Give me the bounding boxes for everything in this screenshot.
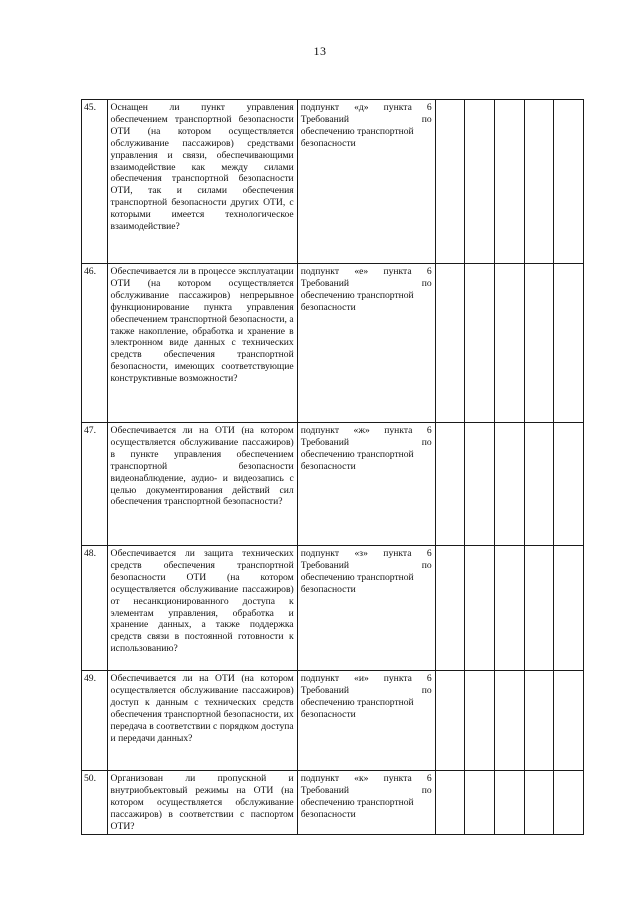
reference-document: обеспечению транспортной безопасности (300, 696, 414, 720)
answer-cell[interactable] (554, 423, 584, 546)
table-row (82, 100, 584, 264)
question-text: Обеспечивается ли защита технических средств обеспечения транспортной безопасности ОТИ (на котором осуществляется обслуживание пассажиров) от несанкционированного доступа к элементам управления, обработка и хранение данных, а также поддержка средств связи в постоянной готовности к использованию? (110, 548, 294, 655)
reference-document: обеспечению транспортной безопасности (300, 448, 414, 472)
reference-requirements: Требований по (300, 684, 432, 696)
answer-cell[interactable] (435, 264, 465, 423)
table-row (82, 671, 584, 771)
answer-cell[interactable] (435, 546, 465, 671)
answer-cell[interactable] (465, 100, 495, 264)
answer-cell[interactable] (435, 771, 465, 835)
reference-subpoint: подпункт «з» пункта 6 (300, 548, 432, 559)
answer-cell[interactable] (524, 671, 554, 771)
answer-cell[interactable] (524, 264, 554, 423)
row-number: 49. (82, 671, 108, 771)
row-number: 45. (82, 100, 108, 264)
answer-cell[interactable] (554, 546, 584, 671)
answer-cell[interactable] (435, 100, 465, 264)
checklist-table (81, 99, 584, 835)
question-text: Обеспечивается ли в процессе эксплуатации ОТИ (на котором осуществляется обслуживание пассажиров) непрерывное функционирование пункта управления обеспечением транспортной безопасности, а также накопление, обработка и хранение в электронном виде данных с технических средств обеспечения транспортной безопасности, имеющих соответствующие конструктивные возможности? (110, 266, 294, 385)
row-number: 50. (82, 771, 108, 835)
answer-cell[interactable] (465, 671, 495, 771)
page-number: 13 (313, 44, 327, 58)
question-text: Обеспечивается ли на ОТИ (на котором осуществляется обслуживание пассажиров) доступ к данным с технических средств обеспечения транспортной безопасности, их передача в соответствии с порядком доступа и передачи данных? (110, 673, 294, 744)
reference-requirements: Требований по (300, 113, 432, 125)
reference-document: обеспечению транспортной безопасности (300, 125, 414, 149)
answer-cell[interactable] (495, 546, 525, 671)
reference-requirements: Требований по (300, 277, 432, 289)
question-text: Организован ли пропускной и внутриобъектовый режимы на ОТИ (на котором осуществляется обслуживание пассажиров) в соответствии с паспортом ОТИ? (110, 773, 294, 832)
answer-cell[interactable] (524, 423, 554, 546)
answer-cell[interactable] (465, 771, 495, 835)
answer-cell[interactable] (465, 546, 495, 671)
row-number: 47. (82, 423, 108, 546)
reference-requirements: Требований по (300, 784, 432, 796)
answer-cell[interactable] (435, 671, 465, 771)
answer-cell[interactable] (554, 100, 584, 264)
answer-cell[interactable] (554, 771, 584, 835)
answer-cell[interactable] (465, 423, 495, 546)
reference-subpoint: подпункт «д» пункта 6 (300, 102, 432, 113)
table-row (82, 546, 584, 671)
table-row (82, 771, 584, 835)
answer-cell[interactable] (465, 264, 495, 423)
answer-cell[interactable] (435, 423, 465, 546)
reference-document: обеспечению транспортной безопасности (300, 571, 414, 595)
reference-requirements: Требований по (300, 436, 432, 448)
answer-cell[interactable] (524, 771, 554, 835)
row-number: 48. (82, 546, 108, 671)
row-number: 46. (82, 264, 108, 423)
answer-cell[interactable] (554, 264, 584, 423)
table-row (82, 423, 584, 546)
question-text: Обеспечивается ли на ОТИ (на котором осуществляется обслуживание пассажиров) в пункте управления обеспечением транспортной безопасности видеонаблюдение, аудио- и видеозапись с целью документирования действий сил обеспечения транспортной безопасности? (110, 425, 294, 508)
reference-document: обеспечению транспортной безопасности (300, 796, 414, 820)
answer-cell[interactable] (495, 771, 525, 835)
reference-subpoint: подпункт «е» пункта 6 (300, 266, 432, 277)
answer-cell[interactable] (495, 671, 525, 771)
answer-cell[interactable] (524, 546, 554, 671)
reference-subpoint: подпункт «ж» пункта 6 (300, 425, 432, 436)
answer-cell[interactable] (495, 423, 525, 546)
reference-subpoint: подпункт «и» пункта 6 (300, 673, 432, 684)
answer-cell[interactable] (495, 100, 525, 264)
reference-document: обеспечению транспортной безопасности (300, 289, 414, 313)
reference-subpoint: подпункт «к» пункта 6 (300, 773, 432, 784)
answer-cell[interactable] (554, 671, 584, 771)
question-text: Оснащен ли пункт управления обеспечением транспортной безопасности ОТИ (на котором осуществляется обслуживание пассажиров) средствами управления и связи, обеспечивающими взаимодействие как между силами обеспечения транспортной безопасности ОТИ, так и силами обеспечения транспортной безопасности других ОТИ, с которыми имеется технологическое взаимодействие? (110, 102, 294, 233)
table-row (82, 264, 584, 423)
answer-cell[interactable] (524, 100, 554, 264)
reference-requirements: Требований по (300, 559, 432, 571)
answer-cell[interactable] (495, 264, 525, 423)
